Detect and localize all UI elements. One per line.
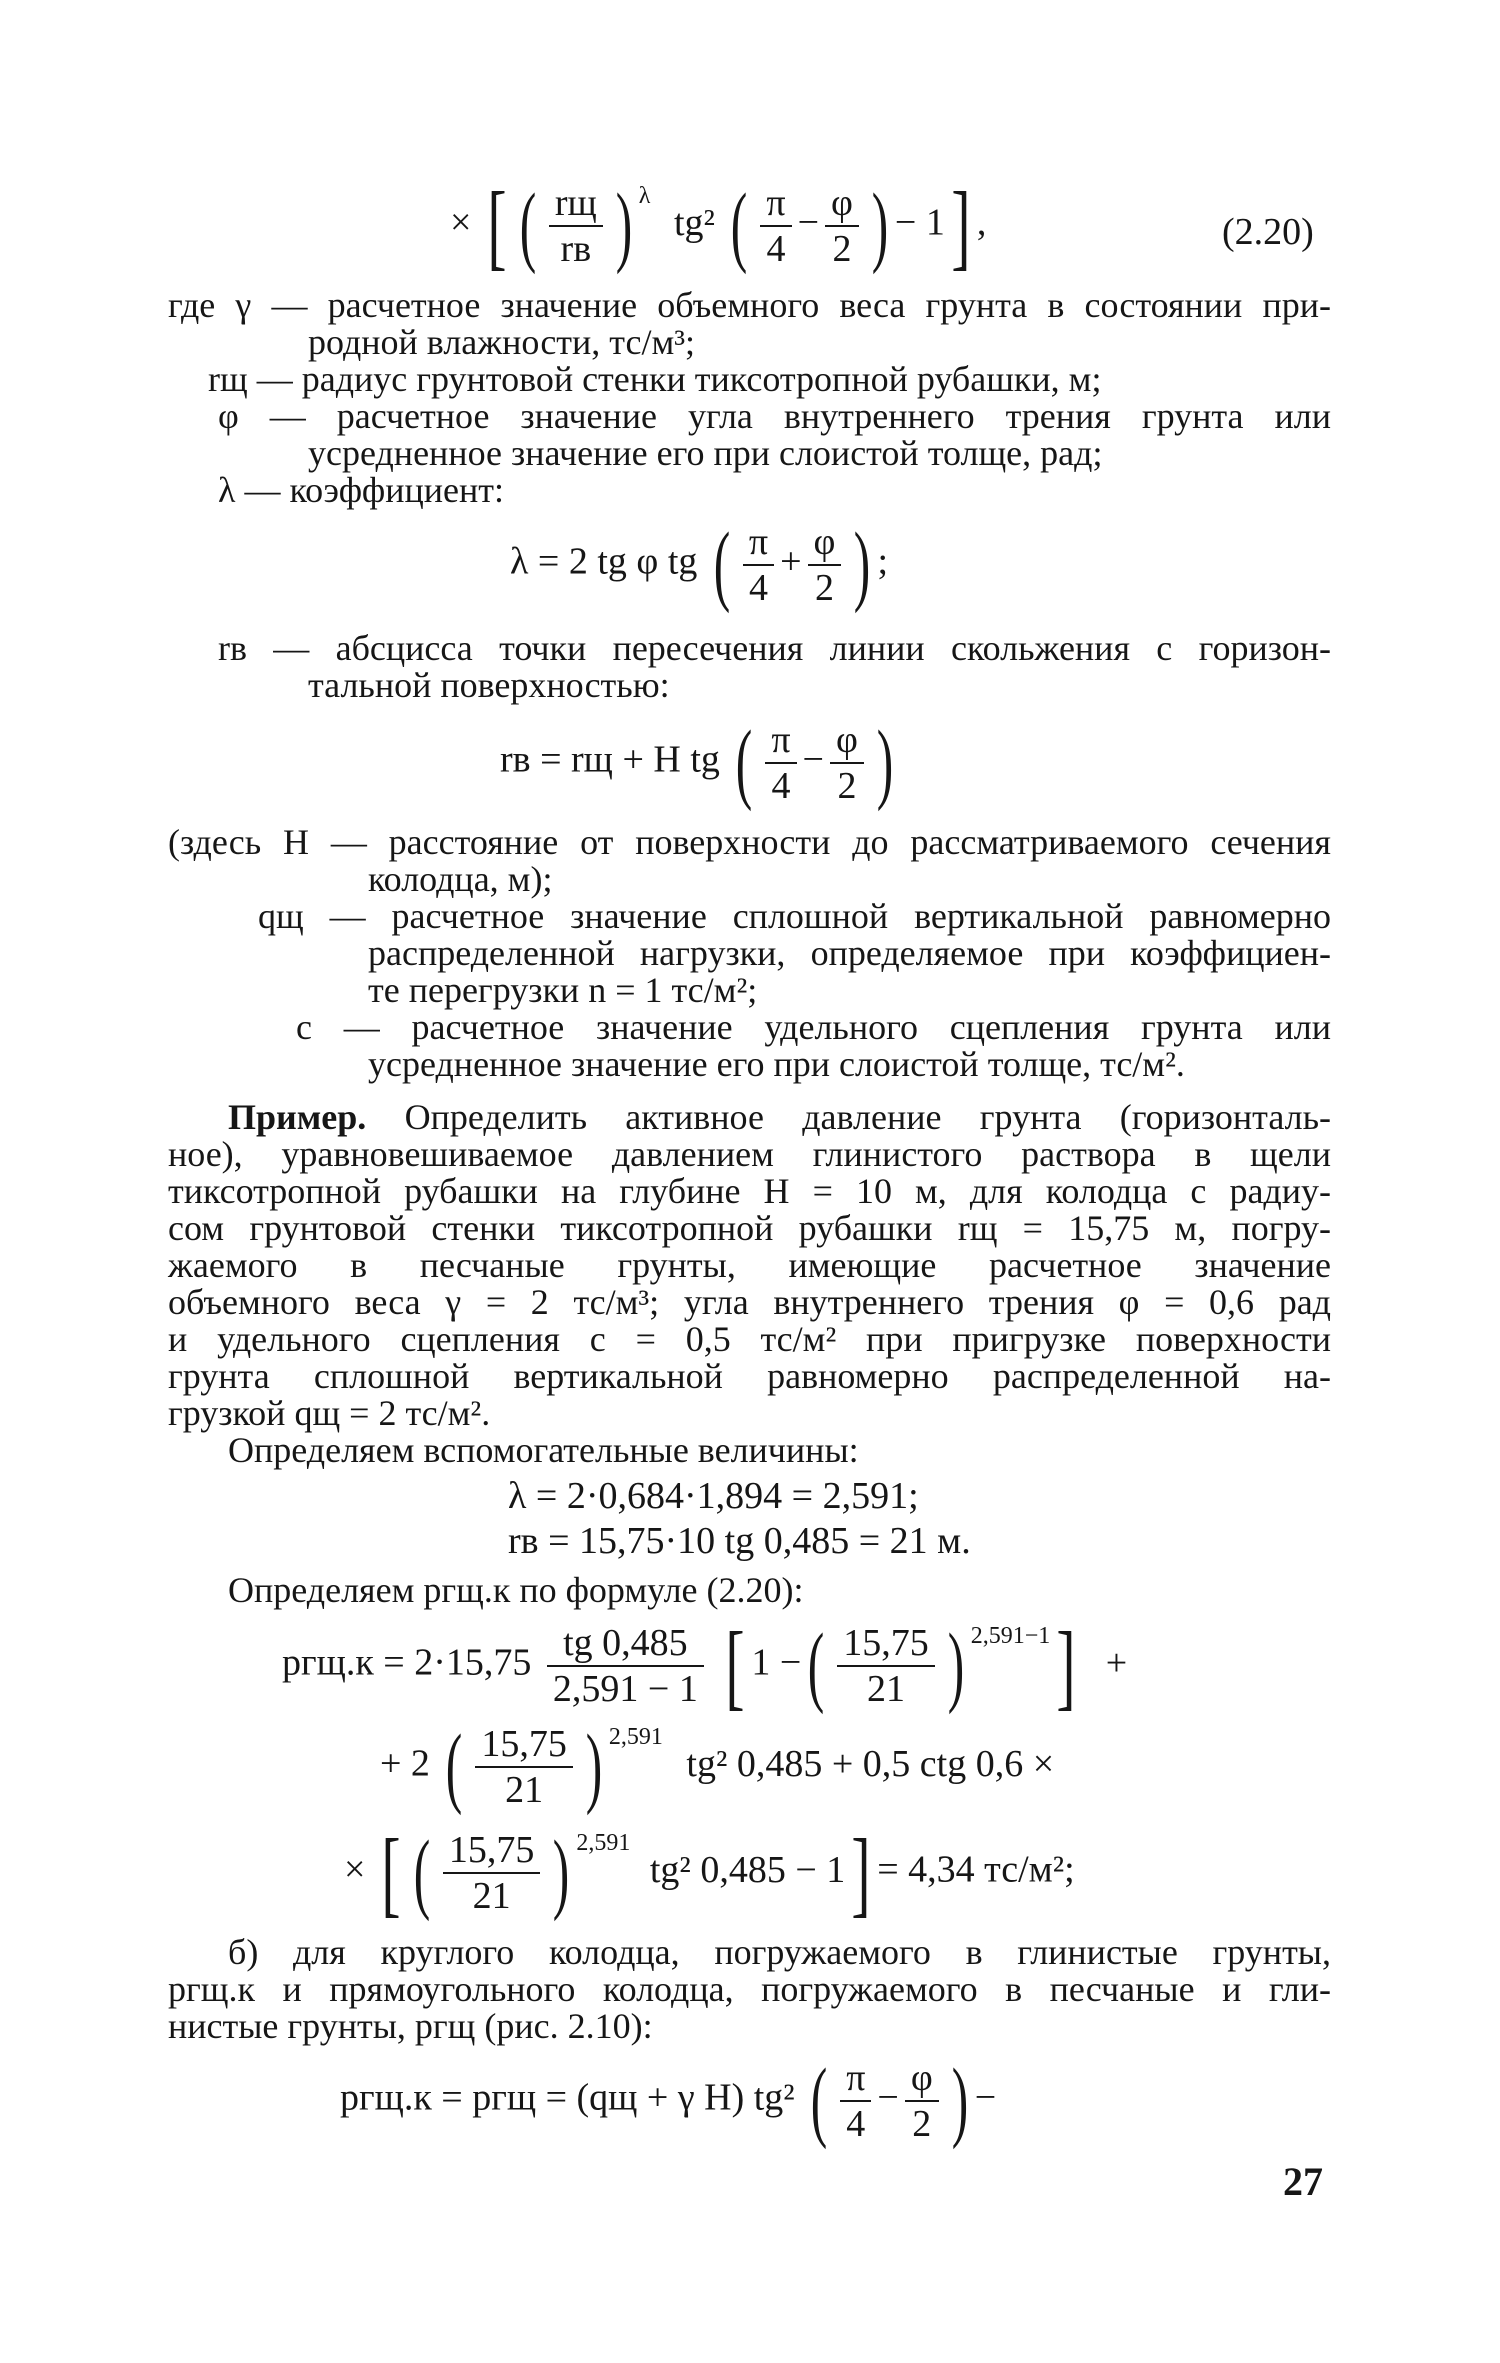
numerator: π — [840, 2056, 871, 2102]
semicolon: ; — [877, 540, 888, 583]
result: = 4,34 тс/м²; — [877, 1848, 1075, 1891]
paren-close: ) — [854, 515, 871, 614]
here-q-line3: те перегрузки n = 1 тс/м²; — [368, 970, 758, 1010]
denominator: 4 — [748, 567, 768, 609]
def-rv-line2: тальной поверхностью: — [308, 665, 670, 705]
minus-one: − 1 — [894, 201, 945, 244]
calc-p-row2 — [380, 1717, 1055, 1816]
denominator: 4 — [766, 228, 786, 270]
paren-close: ) — [951, 2051, 968, 2150]
b-case-line2: pгщ.к и прямоугольного колодца, погружаемого в песчаные и гли- — [168, 1969, 1331, 2009]
numerator: 15,75 — [475, 1722, 573, 1768]
calc-p-row3 — [344, 1819, 1075, 1926]
fraction-phi-2 — [808, 520, 842, 610]
numerator: rщ — [549, 181, 603, 227]
example-line3: тиксотропной рубашки на глубине H = 10 м, для колодца с радиу- — [168, 1171, 1331, 1211]
plus-two: + 2 — [380, 1742, 430, 1785]
paren-open: ( — [736, 713, 753, 812]
lambda-lhs: λ = 2 tg φ tg — [510, 540, 698, 583]
calc-p-row1 — [282, 1612, 1128, 1719]
aux-values-intro: Определяем вспомогательные величины: — [228, 1430, 859, 1470]
paren-open: ( — [810, 2051, 828, 2150]
one-minus: 1 − — [751, 1641, 802, 1684]
bracket-close: ] — [851, 1819, 871, 1926]
calc-lambda: λ = 2·0,684·1,894 = 2,591; — [508, 1475, 919, 1517]
trailing-minus: − — [974, 2076, 997, 2119]
denominator: 4 — [846, 2103, 866, 2145]
paren-close: ) — [585, 1717, 603, 1816]
fraction-15-75-over-21 — [837, 1621, 935, 1711]
paren-close: ) — [553, 1823, 570, 1922]
bracket-open: [ — [725, 1612, 745, 1719]
b-case-line3: нистые грунты, pгщ (рис. 2.10): — [168, 2006, 653, 2046]
def-rsh: rщ — радиус грунтовой стенки тиксотропной рубашки, м; — [208, 359, 1102, 399]
here-q-line2: распределенной нагрузки, определяемое при коэффициен- — [368, 933, 1331, 973]
def-phi-line2: усредненное значение его при слоистой толще, рад; — [308, 433, 1103, 473]
paren-close: ) — [947, 1616, 964, 1715]
denominator: 4 — [771, 765, 791, 807]
page-number: 27 — [1283, 2159, 1323, 2204]
def-lambda: λ — коэффициент: — [218, 470, 505, 510]
by-formula-intro: Определяем pгщ.к по формуле (2.20): — [228, 1570, 804, 1610]
equation-number: (2.20) — [1222, 211, 1314, 253]
def-gamma-line1: где γ — расчетное значение объемного веса грунта в состоянии при- — [168, 285, 1331, 325]
numerator: π — [765, 718, 796, 764]
minus-sign: − — [877, 2076, 899, 2119]
numerator: 15,75 — [443, 1828, 541, 1874]
paren-close: ) — [876, 713, 894, 812]
denominator: rв — [560, 228, 592, 270]
exponent: 2,591 — [608, 1724, 663, 1751]
paren-open: ( — [519, 176, 537, 275]
final-lhs: pгщ.к = pгщ = (qщ + γ H) tg² — [340, 2076, 795, 2119]
bracket-close: ] — [951, 172, 971, 279]
paren-open: ( — [413, 1823, 431, 1922]
fraction-15-75-over-21 — [443, 1828, 541, 1918]
example-line1 — [228, 1097, 1331, 1137]
tg-squared: tg² — [673, 201, 715, 244]
bracket-open: [ — [487, 172, 507, 279]
minus-sign: − — [802, 738, 824, 781]
denominator: 2,591 − 1 — [552, 1668, 698, 1710]
paren-open-2: ( — [731, 176, 748, 275]
def-gamma-line2: родной влажности, тс/м³; — [308, 322, 696, 362]
numerator: 15,75 — [837, 1621, 935, 1667]
times-sign: × — [450, 201, 472, 244]
exponent: 2,591 — [576, 1830, 631, 1857]
denominator: 21 — [505, 1769, 544, 1811]
formula-2-20-tail: × [ ( rщ rв ) $^\lambda$ tg² ( $\frac{\pi}{4}$ − $\frac{\varphi}{2}$ ) − 1] , — [450, 172, 987, 279]
here-q-line1: qщ — расчетное значение сплошной вертикальной равномерно — [258, 896, 1331, 936]
plus-sign: + — [1105, 1641, 1128, 1684]
paren-close: ) — [615, 176, 633, 275]
exponent: 2,591−1 — [970, 1623, 1051, 1650]
example-line5: жаемого в песчаные грунты, имеющие расчетное значение — [168, 1245, 1331, 1285]
here-h-line2: колодца, м); — [368, 859, 553, 899]
here-c-line1: c — расчетное значение удельного сцепления грунта или — [296, 1007, 1331, 1047]
fraction-pi-4 — [765, 718, 796, 808]
rv-lhs: rв = rщ + H tg — [500, 738, 720, 781]
formula-rv — [500, 713, 900, 812]
numerator: φ — [905, 2056, 939, 2102]
fraction-15-75-over-21 — [475, 1722, 573, 1812]
row2-tail: tg² 0,485 + 0,5 ctg 0,6 × — [686, 1742, 1055, 1785]
example-line9: грузкой qщ = 2 тс/м². — [168, 1393, 491, 1433]
fraction-pi-4 — [840, 2056, 871, 2146]
plus-sign: + — [780, 540, 802, 583]
denominator: 21 — [866, 1668, 905, 1710]
formula-lambda — [510, 515, 888, 614]
fraction-pi-4 — [760, 181, 791, 271]
example-line6: объемного веса γ = 2 тс/м³; угла внутреннего трения φ = 0,6 рад — [168, 1282, 1331, 1322]
calc-rv: rв = 15,75·10 tg 0,485 = 21 м. — [508, 1520, 971, 1562]
p-lhs: pгщ.к = 2·15,75 — [282, 1641, 532, 1684]
example-label: Пример. — [228, 1097, 367, 1137]
times-sign: × — [344, 1848, 366, 1891]
fraction-phi-2 — [825, 181, 859, 271]
b-case-line1: б) для круглого колодца, погружаемого в глинистые грунты, — [228, 1932, 1331, 1972]
bracket-open: [ — [381, 1819, 401, 1926]
example-line4: сом грунтовой стенки тиксотропной рубашки rщ = 15,75 м, погру- — [168, 1208, 1331, 1248]
example-line7: и удельного сцепления c = 0,5 тс/м² при пригрузке поверхности — [168, 1319, 1331, 1359]
fraction-rsh-rv — [549, 181, 603, 271]
def-phi-line1: φ — расчетное значение угла внутреннего трения грунта или — [218, 396, 1331, 436]
example-line8: грунта сплошной вертикальной равномерно распределенной на- — [168, 1356, 1331, 1396]
paren-open: ( — [807, 1616, 825, 1715]
paren-close-2: ) — [871, 176, 889, 275]
numerator: π — [760, 181, 791, 227]
numerator: φ — [808, 520, 842, 566]
example-text: Определить активное давление грунта (горизонталь- — [404, 1097, 1331, 1137]
denominator: 21 — [472, 1875, 511, 1917]
here-c-line2: усредненное значение его при слоистой толще, тс/м². — [368, 1044, 1185, 1084]
def-rv-line1: rв — абсцисса точки пересечения линии скольжения с горизон- — [218, 628, 1331, 668]
exponent-lambda: λ — [638, 183, 651, 210]
fraction-phi-2 — [830, 718, 864, 808]
numerator: tg 0,485 — [547, 1621, 704, 1667]
denominator: 2 — [837, 765, 857, 807]
denominator: 2 — [814, 567, 834, 609]
bracket-close: ] — [1056, 1612, 1076, 1719]
numerator: π — [743, 520, 774, 566]
paren-open: ( — [446, 1717, 463, 1816]
here-h-line1: (здесь H — расстояние от поверхности до рассматриваемого сечения — [168, 822, 1331, 862]
formula-final — [340, 2051, 997, 2150]
example-line2: ное), уравновешиваемое давлением глинистого раствора в щели — [168, 1134, 1331, 1174]
numerator: φ — [830, 718, 864, 764]
paren-open: ( — [713, 515, 731, 614]
fraction-pi-4 — [743, 520, 774, 610]
denominator: 2 — [832, 228, 852, 270]
row3-tail: tg² 0,485 − 1 — [649, 1848, 846, 1891]
numerator: φ — [825, 181, 859, 227]
denominator: 2 — [912, 2103, 932, 2145]
fraction-tg-over-lambda — [547, 1621, 704, 1711]
fraction-phi-2 — [905, 2056, 939, 2146]
